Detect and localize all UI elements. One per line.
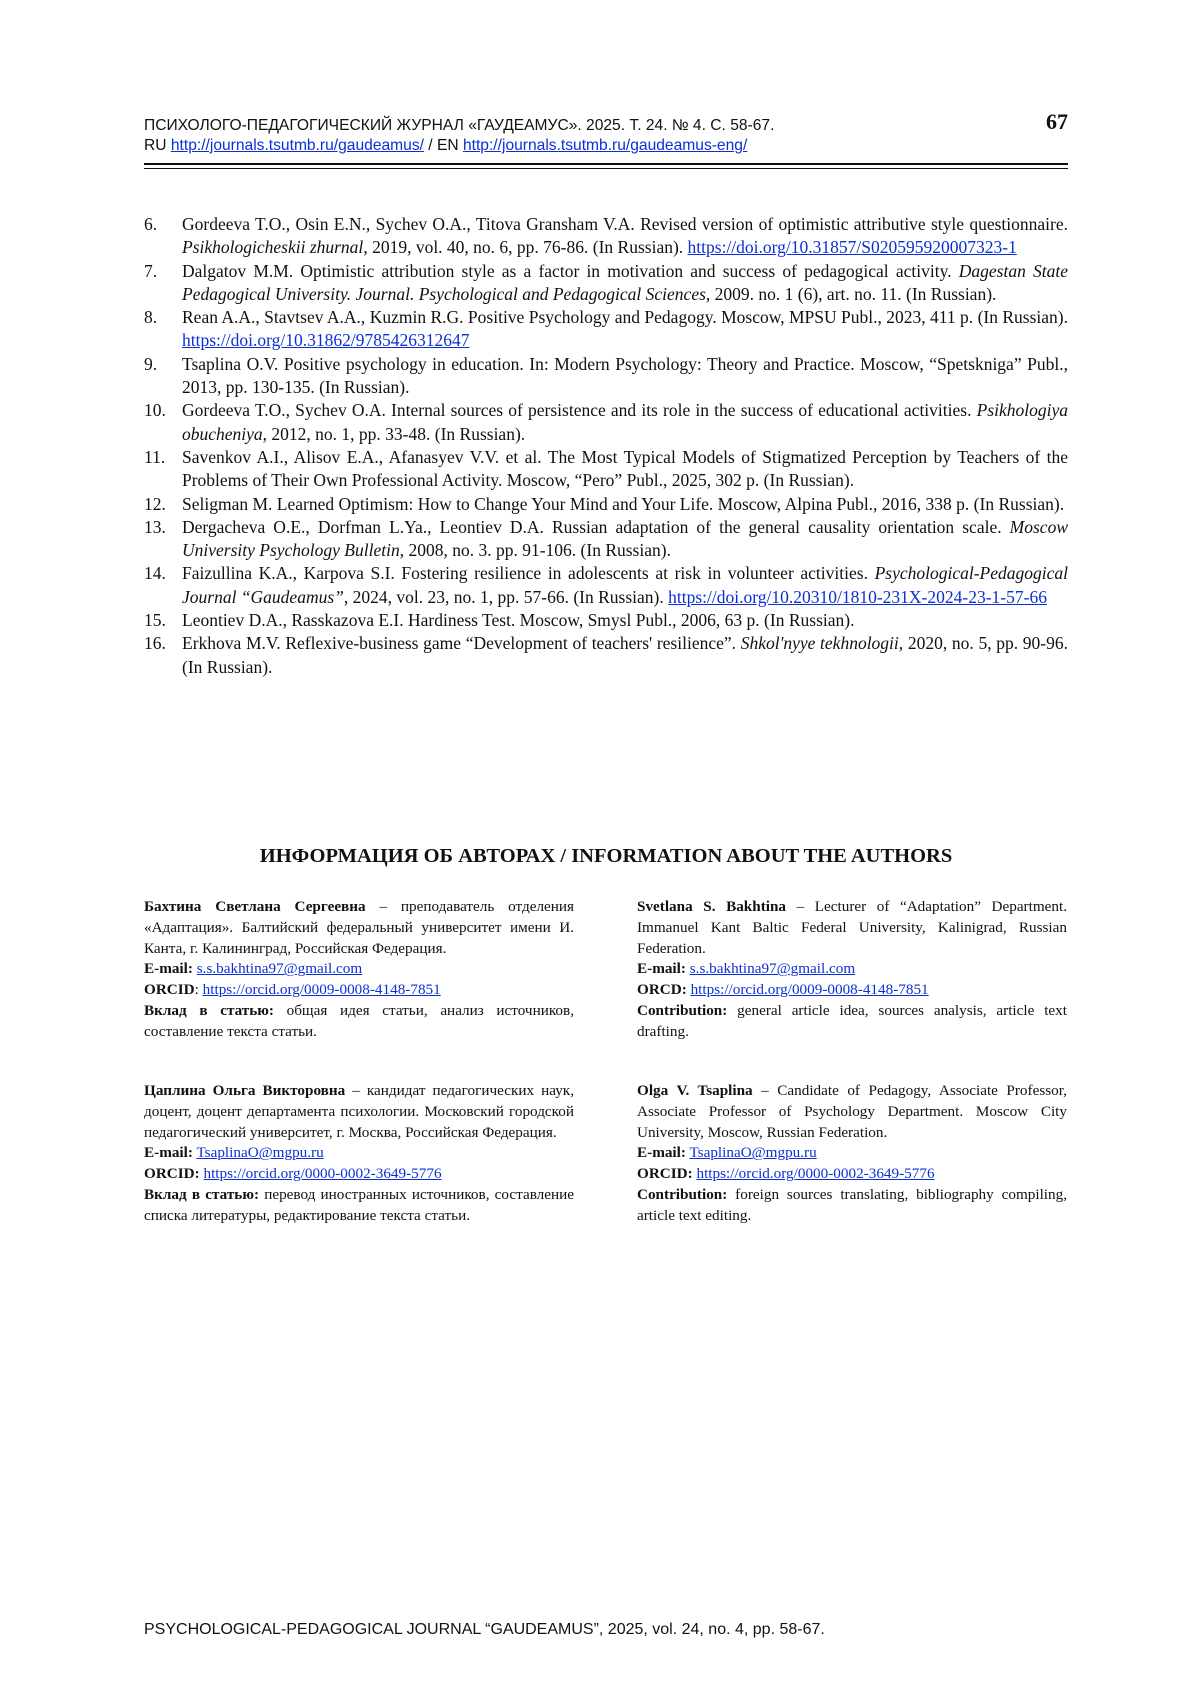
reference-doi-link[interactable]: https://doi.org/10.20310/1810-231X-2024-23-1-57-66 xyxy=(668,586,1047,607)
author-bio xyxy=(144,1081,574,1143)
orcid-separator: : xyxy=(194,981,203,999)
reference-item xyxy=(144,446,1068,493)
reference-number: 7. xyxy=(144,260,158,281)
reference-text: Faizullina K.A., Karpova S.I. Fostering resilience in adolescents at risk in volunteer activities. xyxy=(182,563,875,584)
reference-details: , 2020, no. 5, pp. 90-96. (In Russian). xyxy=(182,633,1068,677)
author-name: Svetlana S. Bakhtina xyxy=(637,898,787,915)
en-label: / EN xyxy=(423,137,463,154)
reference-number: 14. xyxy=(144,563,166,584)
reference-journal: Psychological-Pedagogical Journal “Gaudeamus” xyxy=(182,563,1068,607)
reference-journal: Dagestan State Pedagogical University. Journal. Psychological and Pedagogical Sciences xyxy=(182,260,1068,304)
author-email-line xyxy=(637,1143,1067,1164)
author-2-en xyxy=(637,1081,1067,1227)
reference-number: 15. xyxy=(144,610,166,631)
author-name: Цаплина Ольга Викторовна xyxy=(144,1082,346,1099)
author-email-line xyxy=(144,1143,574,1164)
en-journal-link[interactable]: http://journals.tsutmb.ru/gaudeamus-eng/ xyxy=(462,137,748,154)
reference-details: , 2012, no. 1, pp. 33-48. (In Russian). xyxy=(262,423,526,444)
reference-item xyxy=(144,516,1068,563)
email-label: E-mail: xyxy=(144,960,193,978)
reference-item xyxy=(144,493,1068,516)
reference-journal: Psikhologiya obucheniya xyxy=(182,400,1068,444)
reference-number: 6. xyxy=(144,214,158,234)
contribution-label: Вклад в статью: xyxy=(144,1185,260,1203)
reference-number: 9. xyxy=(144,353,158,374)
reference-text: Seligman M. Learned Optimism: How to Change Your Mind and Your Life. Moscow, Alpina Publ., 2016, 338 p. (In Russian). xyxy=(182,493,1065,514)
orcid-link[interactable]: https://orcid.org/0009-0008-4148-7851 xyxy=(690,981,929,999)
orcid-label: ORCID xyxy=(144,981,195,999)
orcid-label: ORCID: xyxy=(637,1165,693,1183)
reference-item xyxy=(144,353,1068,400)
email-label: E-mail: xyxy=(637,960,686,978)
author-email-line xyxy=(144,959,574,980)
reference-text: Tsaplina O.V. Positive psychology in education. In: Modern Psychology: Theory and Practice. Moscow, “Spetskniga” Publ., 2013, pp. 130-135. (In Russian). xyxy=(182,353,1068,398)
reference-number: 16. xyxy=(144,633,166,654)
author-2-ru xyxy=(144,1081,574,1227)
reference-doi-link[interactable]: https://doi.org/10.31862/9785426312647 xyxy=(182,330,470,351)
reference-details: , 2024, vol. 23, no. 1, pp. 57-66. (In Russian). xyxy=(343,586,669,607)
author-orcid-line xyxy=(144,1164,574,1185)
reference-details: , 2019, vol. 40, no. 6, pp. 76-86. (In Russian). xyxy=(363,237,688,258)
reference-journal: Psikhologicheskii zhurnal xyxy=(182,237,364,258)
orcid-label: ORCID: xyxy=(144,1165,200,1183)
reference-details: , 2009. no. 1 (6), art. no. 11. (In Russian). xyxy=(705,283,997,304)
orcid-link[interactable]: https://orcid.org/0009-0008-4148-7851 xyxy=(202,981,441,999)
ru-journal-link[interactable]: http://journals.tsutmb.ru/gaudeamus/ xyxy=(170,137,424,154)
email-label: E-mail: xyxy=(144,1144,193,1162)
contribution-label: Contribution: xyxy=(637,1001,728,1019)
page-number: 67 xyxy=(1046,109,1068,134)
reference-number: 8. xyxy=(144,307,158,328)
reference-text: Gordeeva T.O., Osin E.N., Sychev O.A., Titova Gransham V.A. Revised version of optimistic attributive style questionnaire. xyxy=(182,214,1068,234)
reference-item xyxy=(144,306,1068,353)
contribution-label: Вклад в статью: xyxy=(144,1001,274,1019)
reference-item xyxy=(144,562,1068,609)
reference-number: 11. xyxy=(144,446,166,467)
reference-item xyxy=(144,213,1068,260)
references-list xyxy=(144,213,1068,679)
orcid-label: ORCD: xyxy=(637,981,687,999)
header-rule-thin xyxy=(144,168,1068,169)
reference-details: , 2008, no. 3. pp. 91-106. (In Russian). xyxy=(399,540,671,561)
reference-doi-link[interactable]: https://doi.org/10.31857/S020595920007323-1 xyxy=(687,237,1017,258)
author-description: – кандидат педагогических наук, доцент, доцент департамента психологии. Московский городской педагогический университет, г. Москва, Российская Федерация. xyxy=(144,1082,574,1141)
email-link[interactable]: s.s.bakhtina97@gmail.com xyxy=(196,960,363,978)
author-name: Olga V. Tsaplina xyxy=(637,1082,753,1099)
author-description: – преподаватель отделения «Адаптация». Балтийский федеральный университет имени И. Канта, г. Калининград, Российская Федерация. xyxy=(144,898,574,957)
author-name: Бахтина Светлана Сергеевна xyxy=(144,898,366,915)
orcid-link[interactable]: https://orcid.org/0000-0002-3649-5776 xyxy=(696,1165,935,1183)
journal-links xyxy=(144,136,1068,156)
ru-label: RU xyxy=(144,137,171,154)
reference-text: Dergacheva O.E., Dorfman L.Ya., Leontiev D.A. Russian adaptation of the general causality orientation scale. xyxy=(182,516,1010,537)
email-label: E-mail: xyxy=(637,1144,686,1162)
author-bio xyxy=(144,897,574,959)
reference-number: 13. xyxy=(144,516,166,537)
author-orcid-line xyxy=(637,980,1067,1001)
author-contribution xyxy=(637,1001,1067,1043)
author-email-line xyxy=(637,959,1067,980)
author-1-ru xyxy=(144,897,574,1043)
reference-item xyxy=(144,632,1068,679)
journal-citation-ru: ПСИХОЛОГО-ПЕДАГОГИЧЕСКИЙ ЖУРНАЛ «ГАУДЕАМУС». 2025. Т. 24. № 4. С. 58-67. xyxy=(144,117,775,134)
contribution-text: перевод иностранных источников, составление списка литературы, редактирование текста статьи. xyxy=(144,1185,574,1224)
reference-text: Gordeeva T.O., Sychev O.A. Internal sources of persistence and its role in the success of educational activities. xyxy=(182,400,977,421)
reference-text: Rean A.A., Stavtsev A.A., Kuzmin R.G. Positive Psychology and Pedagogy. Moscow, MPSU Publ., 2023, 411 p. (In Russian). xyxy=(182,307,1068,328)
contribution-label: Contribution: xyxy=(637,1185,728,1203)
author-description: – Lecturer of “Adaptation” Department. Immanuel Kant Baltic Federal University, Kalinigrad, Russian Federation. xyxy=(637,898,1067,957)
running-header xyxy=(144,109,1068,156)
reference-item xyxy=(144,399,1068,446)
reference-item xyxy=(144,260,1068,307)
header-rule-thick xyxy=(144,163,1068,165)
authors-section-title: ИНФОРМАЦИЯ ОБ АВТОРАХ / INFORMATION ABOUT THE AUTHORS xyxy=(259,845,953,867)
author-bio xyxy=(637,897,1067,959)
running-footer: PSYCHOLOGICAL-PEDAGOGICAL JOURNAL “GAUDEAMUS”, 2025, vol. 24, no. 4, pp. 58-67. xyxy=(144,1621,825,1638)
author-orcid-line xyxy=(144,980,574,1001)
email-link[interactable]: TsaplinaO@mgpu.ru xyxy=(689,1144,817,1162)
author-description: – Candidate of Pedagogy, Associate Professor, Associate Professor of Psychology Department. Moscow City University, Moscow, Russian Federation. xyxy=(637,1082,1067,1141)
reference-item xyxy=(144,609,1068,632)
email-link[interactable]: TsaplinaO@mgpu.ru xyxy=(196,1144,324,1162)
reference-text: Erkhova M.V. Reflexive-business game “Development of teachers' resilience”. xyxy=(182,633,741,654)
reference-text: Savenkov A.I., Alisov E.A., Afanasyev V.V. et al. The Most Typical Models of Stigmatized Perception by Teachers of the Problems of Their Own Professional Activity. Moscow, “Pero” Publ., 2025, 302 p. (In Russian). xyxy=(182,446,1068,491)
author-contribution xyxy=(637,1185,1067,1227)
contribution-text: общая идея статьи, анализ источников, составление текста статьи. xyxy=(144,1001,574,1040)
author-contribution xyxy=(144,1001,574,1043)
contribution-text: general article idea, sources analysis, article text drafting. xyxy=(637,1001,1067,1040)
orcid-link[interactable]: https://orcid.org/0000-0002-3649-5776 xyxy=(203,1165,442,1183)
author-orcid-line xyxy=(637,1164,1067,1185)
reference-text: Dalgatov M.M. Optimistic attribution style as a factor in motivation and success of pedagogical activity. xyxy=(182,260,959,281)
reference-number: 10. xyxy=(144,400,166,421)
reference-journal: Shkol'nyye tekhnologii xyxy=(740,633,899,654)
contribution-text: foreign sources translating, bibliography compiling, article text editing. xyxy=(637,1185,1067,1224)
author-1-en xyxy=(637,897,1067,1043)
reference-text: Leontiev D.A., Rasskazova E.I. Hardiness Test. Moscow, Smysl Publ., 2006, 63 p. (In Russian). xyxy=(182,610,855,631)
reference-journal: Moscow University Psychology Bulletin xyxy=(182,516,1068,561)
author-bio xyxy=(637,1081,1067,1143)
email-link[interactable]: s.s.bakhtina97@gmail.com xyxy=(689,960,856,978)
reference-number: 12. xyxy=(144,493,166,514)
author-contribution xyxy=(144,1185,574,1227)
